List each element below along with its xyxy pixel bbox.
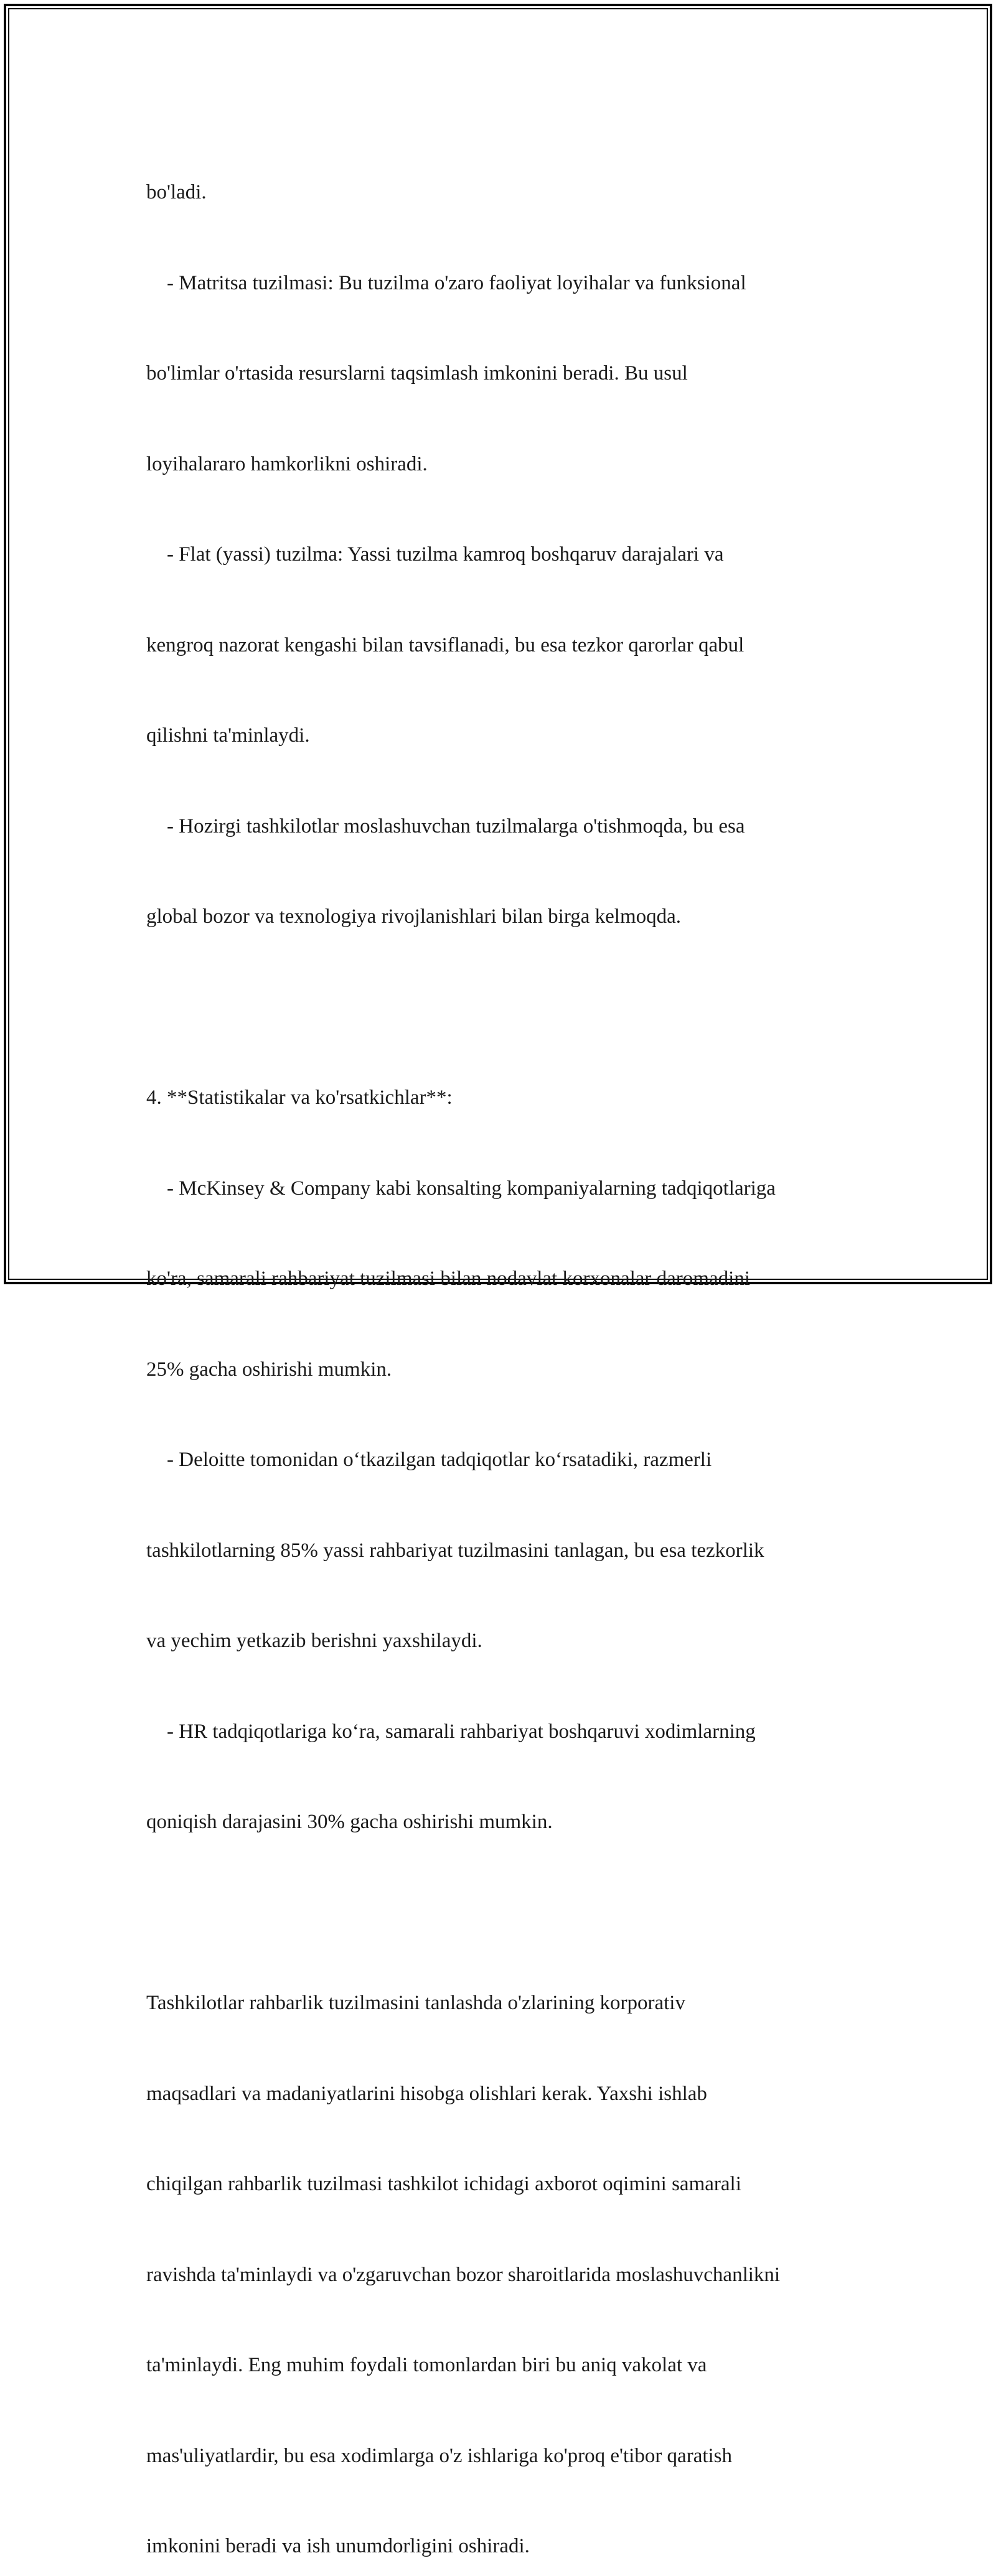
text-line: kengroq nazorat kengashi bilan tavsiflanadi, bu esa tezkor qarorlar qabul — [146, 633, 745, 656]
text-line: bo'ladi. — [146, 181, 207, 203]
section-heading: 4. **Statistikalar va ko'rsatkichlar**: — [146, 1086, 453, 1109]
text-line: - Matritsa tuzilmasi: Bu tuzilma o'zaro faoliyat loyihalar va funksional — [146, 271, 746, 294]
text-line: ravishda ta'minlaydi va o'zgaruvchan bozor sharoitlarida moslashuvchanlikni — [146, 2263, 781, 2286]
text-line: mas'uliyatlardir, bu esa xodimlarga o'z ishlariga ko'proq e'tibor qaratish — [146, 2444, 733, 2467]
text-line: - Flat (yassi) tuzilma: Yassi tuzilma kamroq boshqaruv darajalari va — [146, 543, 724, 566]
text-line: global bozor va texnologiya rivojlanishlari bilan birga kelmoqda. — [146, 905, 682, 928]
text-line: va yechim yetkazib berishni yaxshilaydi. — [146, 1630, 482, 1652]
text-line: maqsadlari va madaniyatlarini hisobga olishlari kerak. Yaxshi ishlab — [146, 2082, 707, 2105]
text-line: - Deloitte tomonidan o‘tkazilgan tadqiqotlar ko‘rsatadiki, razmerli — [146, 1449, 712, 1471]
text-line: qilishni ta'minlaydi. — [146, 724, 310, 747]
text-line: ko'ra, samarali rahbariyat tuzilmasi bilan nodavlat korxonalar daromadini — [146, 1267, 750, 1290]
text-line: bo'limlar o'rtasida resurslarni taqsimlash imkonini beradi. Bu usul — [146, 362, 688, 385]
text-line: - McKinsey & Company kabi konsalting kompaniyalarning tadqiqotlariga — [146, 1177, 776, 1200]
blank-line — [146, 992, 868, 1023]
text-line: - Hozirgi tashkilotlar moslashuvchan tuzilmalarga o'tishmoqda, bu esa — [146, 814, 745, 838]
text-line: qoniqish darajasini 30% gacha oshirishi mumkin. — [146, 1811, 553, 1833]
text-line: ta'minlaydi. Eng muhim foydali tomonlardan biri bu aniq vakolat va — [146, 2354, 707, 2376]
text-line: Tashkilotlar rahbarlik tuzilmasini tanlashda o'zlarining korporativ — [146, 1992, 685, 2014]
text-line: imkonini beradi va ish unumdorligini oshiradi. — [146, 2535, 530, 2557]
document-body — [146, 117, 868, 2576]
text-line: chiqilgan rahbarlik tuzilmasi tashkilot ichidagi axborot oqimini samarali — [146, 2173, 741, 2195]
text-line: 25% gacha oshirishi mumkin. — [146, 1358, 392, 1381]
text-line: tashkilotlarning 85% yassi rahbariyat tuzilmasini tanlagan, bu esa tezkorlik — [146, 1539, 764, 1562]
text-line: - HR tadqiqotlariga ko‘ra, samarali rahbariyat boshqaruvi xodimlarning — [146, 1720, 756, 1743]
blank-line — [146, 1898, 868, 1928]
text-line: loyihalararo hamkorlikni oshiradi. — [146, 452, 428, 475]
